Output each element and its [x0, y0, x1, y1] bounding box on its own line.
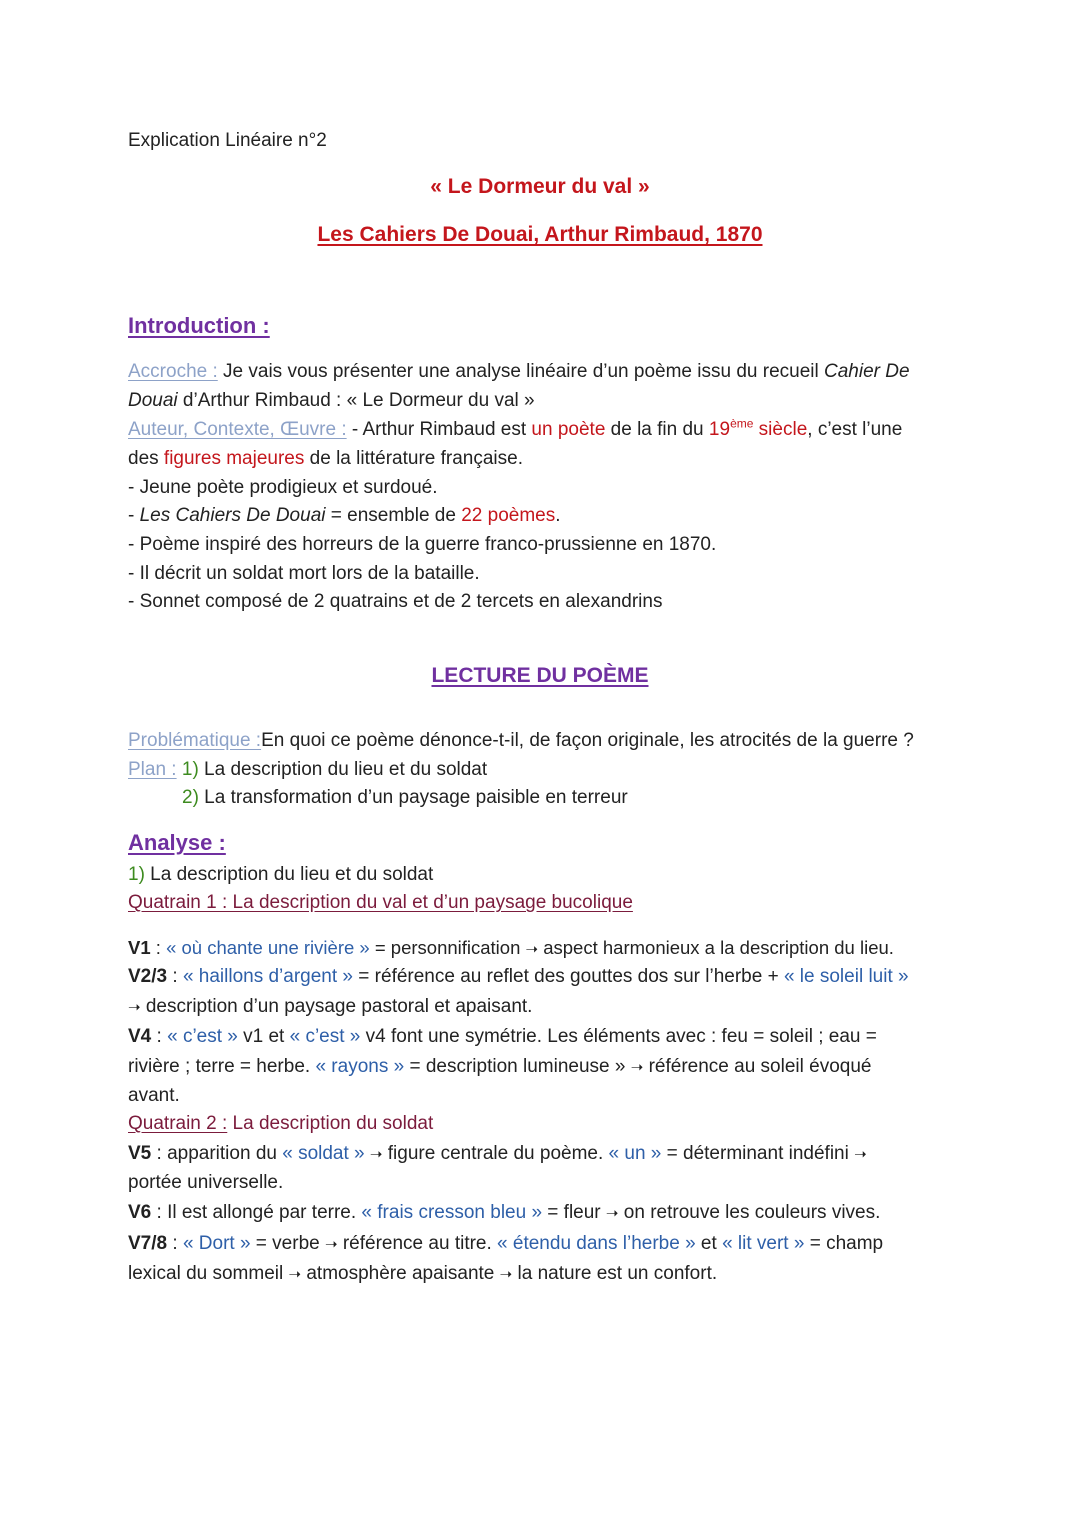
- arrow-icon: ➝: [854, 1146, 867, 1163]
- accroche-italic: Cahier De: [824, 361, 910, 382]
- verse-text: :: [167, 1233, 183, 1254]
- verse-text: description d’un paysage pastoral et apaisant.: [140, 996, 533, 1017]
- accroche-line-1: [128, 361, 910, 383]
- verse-text: aspect harmonieux a la description du lieu.: [538, 937, 894, 958]
- verse-v5: [128, 1143, 867, 1165]
- intro-bullet: - Il décrit un soldat mort lors de la bataille.: [128, 563, 480, 584]
- bullet-text: = ensemble de: [325, 505, 462, 526]
- verse-quote: « frais cresson bleu »: [361, 1202, 543, 1223]
- verse-label: V6: [128, 1202, 152, 1223]
- plan-line-2: [182, 787, 628, 809]
- analyse-part-1: [128, 864, 433, 886]
- verse-v78: [128, 1233, 883, 1255]
- plan-item: La transformation d’un paysage paisible en terreur: [198, 787, 628, 808]
- accroche-label: Accroche :: [128, 361, 218, 382]
- accroche-line-2: [128, 390, 535, 412]
- verse-label: V1: [128, 937, 151, 958]
- contexte-highlight: un poète: [531, 419, 606, 440]
- arrow-icon: ➝: [525, 941, 539, 958]
- contexte-line-2: [128, 448, 523, 470]
- intro-heading: [128, 313, 270, 339]
- verse-label: V4: [128, 1026, 152, 1047]
- verse-text: = référence au reflet des gouttes dos sur l’herbe +: [353, 966, 784, 987]
- plan-label: Plan :: [128, 759, 177, 780]
- plan-item: La description du lieu et du soldat: [198, 759, 488, 780]
- verse-text: :: [150, 937, 167, 958]
- verse-text: : apparition du: [151, 1143, 283, 1164]
- arrow-icon: ➝: [128, 999, 141, 1016]
- verse-v23-line-2: [128, 996, 532, 1018]
- arrow-icon: ➝: [630, 1059, 644, 1076]
- verse-text: référence au titre.: [337, 1233, 498, 1254]
- part-number: 1): [128, 864, 145, 885]
- lecture-heading: [0, 664, 1080, 688]
- plan-line-1: [128, 759, 487, 781]
- contexte-highlight: siècle: [753, 419, 808, 440]
- intro-bullet: - Sonnet composé de 2 quatrains et de 2 tercets en alexandrins: [128, 591, 663, 612]
- contexte-highlight: 19: [708, 419, 731, 440]
- verse-quote: « haillons d’argent »: [182, 966, 354, 987]
- verse-v5-line-2: portée universelle.: [128, 1172, 284, 1193]
- contexte-label: Auteur, Contexte, Œuvre :: [128, 419, 347, 440]
- contexte-text: de la littérature française.: [304, 448, 523, 469]
- contexte-text: - Arthur Rimbaud est: [346, 419, 532, 440]
- verse-label: V7/8: [128, 1233, 168, 1254]
- verse-text: référence au soleil évoqué: [643, 1056, 872, 1077]
- bullet-highlight: 22 poèmes: [461, 505, 556, 526]
- verse-text: figure centrale du poème.: [382, 1143, 609, 1164]
- header-label: Explication Linéaire n°2: [128, 130, 327, 151]
- quatrain-1-heading: Quatrain 1 : La description du val et d’un paysage bucolique: [128, 892, 633, 913]
- verse-text: = verbe: [250, 1233, 325, 1254]
- lecture-heading-text: LECTURE DU POÈME: [431, 664, 649, 687]
- verse-text: = description lumineuse »: [404, 1056, 631, 1077]
- verse-quote: « Dort »: [182, 1233, 251, 1254]
- contexte-text: , c’est l’une: [807, 419, 903, 440]
- verse-text: : Il est allongé par terre.: [151, 1202, 362, 1223]
- bullet-text: .: [555, 505, 561, 526]
- intro-bullet: - Poème inspiré des horreurs de la guerre franco-prussienne en 1870.: [128, 534, 717, 555]
- verse-text: la nature est un confort.: [512, 1263, 718, 1284]
- bullet-text: -: [128, 505, 140, 526]
- accroche-text-2: d’Arthur Rimbaud : « Le Dormeur du val »: [177, 390, 535, 411]
- bullet-italic: Les Cahiers De Douai: [139, 505, 326, 526]
- analyse-heading-text: Analyse :: [128, 830, 226, 855]
- verse-text: v1 et: [237, 1026, 290, 1047]
- contexte-text: de la fin du: [605, 419, 709, 440]
- verse-label: V5: [128, 1143, 152, 1164]
- verse-quote: « le soleil luit »: [783, 966, 909, 987]
- verse-quote: « rayons »: [315, 1056, 405, 1077]
- problematique-line: [128, 730, 914, 752]
- quatrain-label: Quatrain 2 :: [128, 1113, 228, 1134]
- verse-text: rivière ; terre = herbe.: [128, 1056, 316, 1077]
- arrow-icon: ➝: [288, 1266, 302, 1283]
- verse-v4-line-2: [128, 1056, 871, 1078]
- arrow-icon: ➝: [369, 1146, 383, 1163]
- verse-text: = déterminant indéfini: [661, 1143, 855, 1164]
- arrow-icon: ➝: [499, 1266, 513, 1283]
- intro-bullet: [128, 505, 561, 527]
- verse-v1: [128, 937, 894, 959]
- verse-text: :: [151, 1026, 168, 1047]
- verse-text: on retrouve les couleurs vives.: [618, 1202, 881, 1223]
- arrow-icon: ➝: [605, 1205, 619, 1222]
- accroche-text: Je vais vous présenter une analyse linéaire d’un poème issu du recueil: [217, 361, 825, 382]
- subtitle-text: Les Cahiers De Douai, Arthur Rimbaud, 1870: [317, 223, 763, 246]
- verse-text: = champ: [804, 1233, 884, 1254]
- verse-text: v4 font une symétrie. Les éléments avec : feu = soleil ; eau =: [360, 1026, 877, 1047]
- accroche-italic-2: Douai: [128, 390, 178, 411]
- quatrain-2-heading: [128, 1113, 433, 1135]
- verse-text: lexical du sommeil: [128, 1263, 289, 1284]
- verse-text: :: [167, 966, 183, 987]
- verse-text: = fleur: [542, 1202, 606, 1223]
- verse-quote: « où chante une rivière »: [166, 937, 370, 958]
- verse-v6: [128, 1202, 880, 1224]
- verse-v4: [128, 1026, 877, 1048]
- problematique-text: En quoi ce poème dénonce-t-il, de façon originale, les atrocités de la guerre ?: [261, 730, 914, 751]
- verse-quote: « étendu dans l’herbe »: [497, 1233, 696, 1254]
- verse-v23: [128, 966, 909, 988]
- verse-quote: « c’est »: [289, 1026, 361, 1047]
- problematique-label: Problématique :: [128, 730, 262, 751]
- part-title: La description du lieu et du soldat: [144, 864, 434, 885]
- verse-quote: « lit vert »: [722, 1233, 805, 1254]
- verse-v4-line-3: avant.: [128, 1085, 180, 1106]
- contexte-highlight: figures majeures: [163, 448, 305, 469]
- contexte-text: des: [128, 448, 164, 469]
- verse-quote: « un »: [608, 1143, 662, 1164]
- arrow-icon: ➝: [325, 1236, 338, 1253]
- plan-number: 2): [182, 787, 199, 808]
- contexte-line-1: [128, 416, 903, 441]
- verse-text: = personnification: [369, 937, 526, 958]
- intro-heading-text: Introduction :: [128, 313, 270, 338]
- verse-label: V2/3: [128, 966, 168, 987]
- verse-quote: « c’est »: [167, 1026, 238, 1047]
- analyse-heading: [128, 830, 226, 856]
- plan-number: 1): [176, 759, 199, 780]
- verse-quote: « soldat »: [282, 1143, 365, 1164]
- contexte-superscript: ème: [730, 416, 754, 431]
- verse-v78-line-2: [128, 1263, 717, 1285]
- quatrain-title: La description du soldat: [227, 1113, 434, 1134]
- poem-title: « Le Dormeur du val »: [430, 175, 650, 198]
- poem-subtitle: [0, 223, 1080, 247]
- verse-text: atmosphère apaisante: [301, 1263, 500, 1284]
- intro-bullet: - Jeune poète prodigieux et surdoué.: [128, 477, 438, 498]
- verse-text: et: [695, 1233, 723, 1254]
